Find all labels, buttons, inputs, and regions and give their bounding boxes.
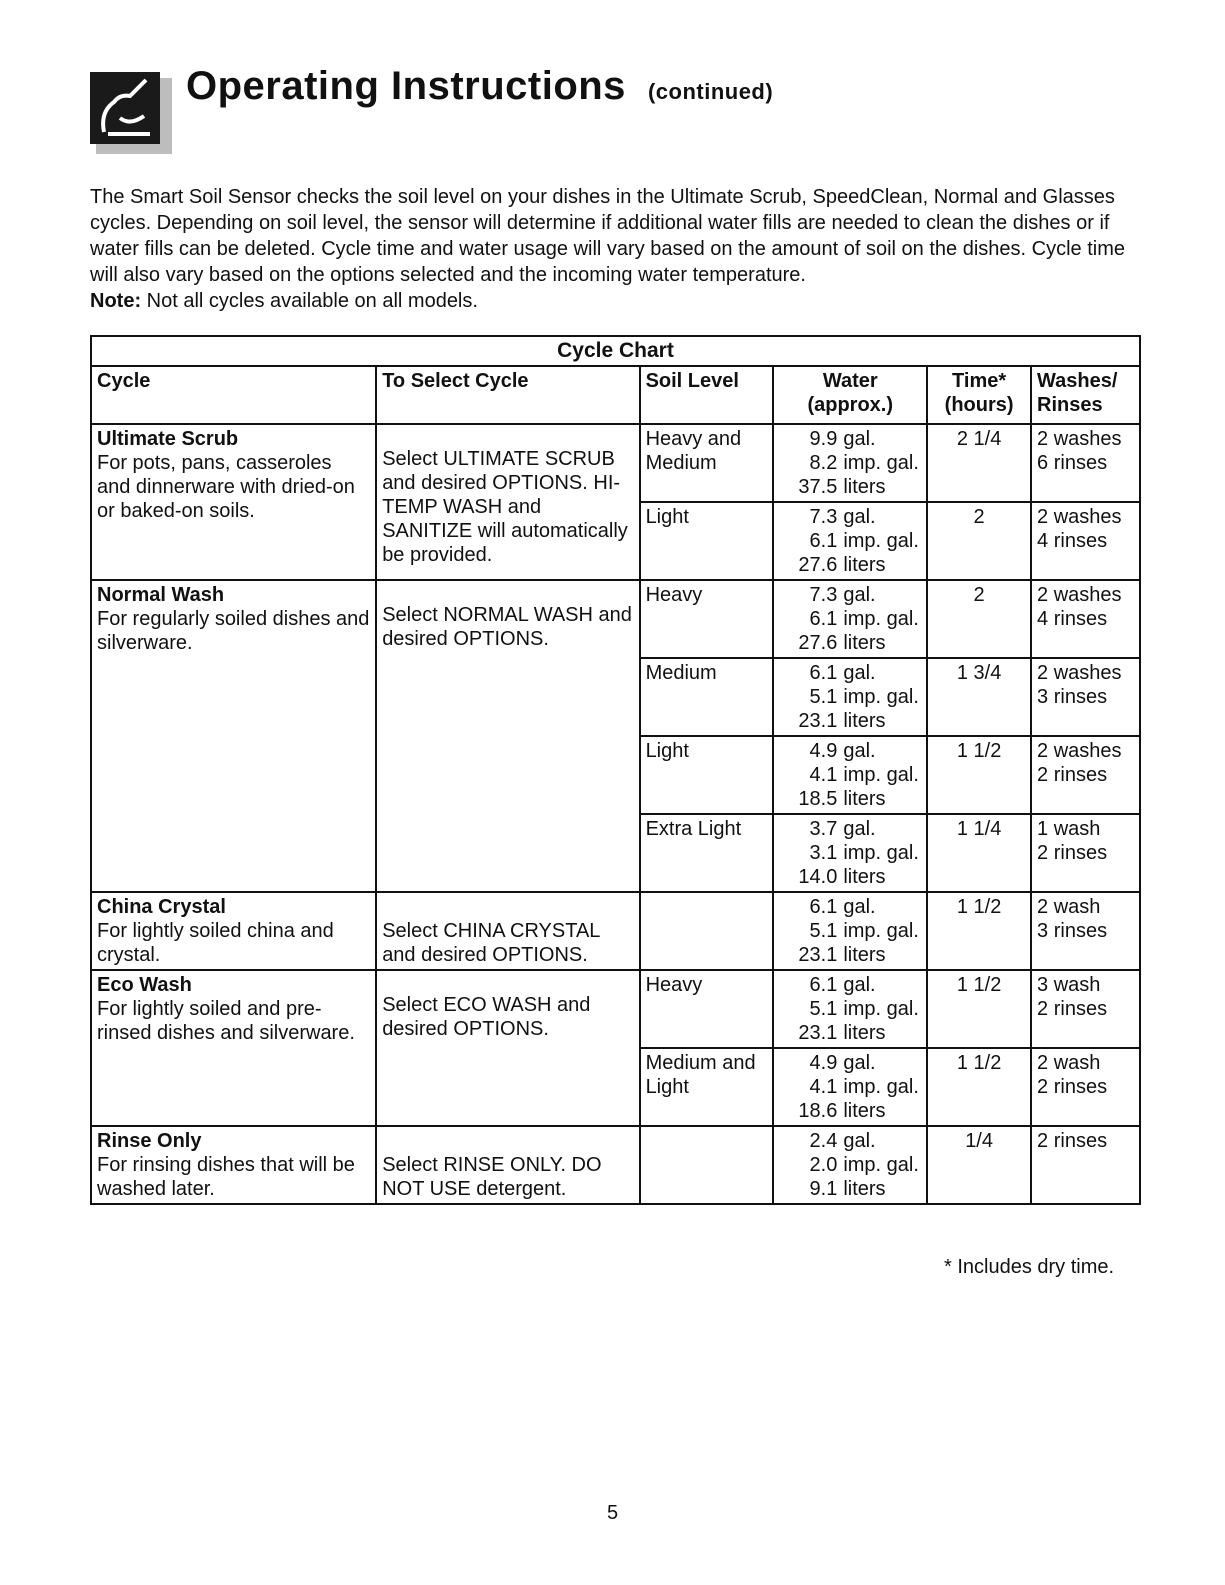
- water-liters-unit: liters: [843, 632, 886, 654]
- water-liters-line: [779, 709, 921, 733]
- chart-body: [91, 424, 1140, 1204]
- rinses-count: 4 rinses: [1037, 608, 1108, 630]
- water-liters-unit: liters: [843, 788, 886, 810]
- water-imp-value: 5.1: [809, 998, 838, 1020]
- water-gal-value: 7.3: [809, 506, 838, 528]
- cycle-name: China Crystal: [97, 896, 226, 918]
- water-imp-unit: imp. gal.: [843, 452, 919, 474]
- cycle-cell: [91, 970, 376, 1126]
- water-gal-line: [779, 505, 921, 529]
- water-cell: [773, 814, 927, 892]
- washes-rinses-cell: [1031, 580, 1140, 658]
- water-gal-value: 7.3: [809, 584, 838, 606]
- water-imp-line: [779, 685, 921, 709]
- water-cell: [773, 424, 927, 502]
- water-liters-line: [779, 475, 921, 499]
- water-cell: [773, 1048, 927, 1126]
- water-gal-value: 2.4: [809, 1130, 838, 1152]
- chart-title: Cycle Chart: [91, 336, 1140, 366]
- water-imp-line: [779, 451, 921, 475]
- water-gal-value: 4.9: [809, 740, 838, 762]
- water-gal-line: [779, 817, 921, 841]
- cycle-description: For pots, pans, casseroles and dinnerware with dried-on or baked-on soils.: [97, 452, 355, 522]
- water-gal-line: [779, 973, 921, 997]
- cycle-cell: [91, 892, 376, 970]
- rinses-count: 6 rinses: [1037, 452, 1108, 474]
- water-imp-line: [779, 607, 921, 631]
- soil-level-cell: Light: [640, 736, 774, 814]
- cycle-description: For lightly soiled china and crystal.: [97, 920, 334, 966]
- select-instructions: Select ULTIMATE SCRUB and desired OPTIONS. HI-TEMP WASH and SANITIZE will automatically be provided.: [382, 448, 628, 566]
- water-liters-line: [779, 865, 921, 889]
- washes-rinses-cell: [1031, 970, 1140, 1048]
- page-title: [186, 64, 773, 109]
- water-imp-value: 3.1: [809, 842, 838, 864]
- water-gal-value: 4.9: [809, 1052, 838, 1074]
- table-row: [91, 580, 1140, 658]
- washes-count: 2 washes: [1037, 662, 1122, 684]
- water-gal-line: [779, 895, 921, 919]
- note-label: Note:: [90, 290, 142, 312]
- water-gal-line: [779, 739, 921, 763]
- cycle-description: For lightly soiled and pre-rinsed dishes and silverware.: [97, 998, 355, 1044]
- water-imp-value: 4.1: [809, 764, 838, 786]
- select-cycle-cell: [376, 970, 639, 1126]
- washes-rinses-cell: [1031, 814, 1140, 892]
- time-cell: 1/4: [927, 1126, 1031, 1204]
- water-imp-unit: imp. gal.: [843, 842, 919, 864]
- water-liters-value: 23.1: [798, 944, 838, 966]
- washes-rinses-cell: [1031, 736, 1140, 814]
- water-imp-value: 5.1: [809, 686, 838, 708]
- water-imp-value: 6.1: [809, 530, 838, 552]
- water-imp-unit: imp. gal.: [843, 530, 919, 552]
- cycle-name: Ultimate Scrub: [97, 428, 239, 450]
- cycle-description: For regularly soiled dishes and silverware.: [97, 608, 370, 654]
- soil-level-cell: [640, 1126, 774, 1204]
- cycle-name: Normal Wash: [97, 584, 225, 606]
- water-gal-line: [779, 1051, 921, 1075]
- water-imp-value: 8.2: [809, 452, 838, 474]
- water-cell: [773, 1126, 927, 1204]
- water-liters-value: 23.1: [798, 1022, 838, 1044]
- water-liters-value: 27.6: [798, 554, 838, 576]
- water-imp-line: [779, 763, 921, 787]
- time-cell: 1 1/2: [927, 1048, 1031, 1126]
- header-time: Time* (hours): [927, 366, 1031, 424]
- time-cell: 1 3/4: [927, 658, 1031, 736]
- title-text: Operating Instructions: [186, 64, 626, 108]
- water-liters-line: [779, 1021, 921, 1045]
- water-gal-value: 3.7: [809, 818, 838, 840]
- cycle-cell: [91, 424, 376, 580]
- time-cell: 2: [927, 502, 1031, 580]
- soil-level-cell: [640, 892, 774, 970]
- water-cell: [773, 658, 927, 736]
- soil-level-cell: Heavy: [640, 970, 774, 1048]
- time-cell: 1 1/4: [927, 814, 1031, 892]
- soil-level-cell: Medium and Light: [640, 1048, 774, 1126]
- time-cell: 1 1/2: [927, 970, 1031, 1048]
- water-imp-value: 2.0: [809, 1154, 838, 1176]
- water-imp-unit: imp. gal.: [843, 764, 919, 786]
- soil-level-cell: Extra Light: [640, 814, 774, 892]
- washes-rinses-cell: [1031, 892, 1140, 970]
- water-liters-line: [779, 1177, 921, 1201]
- water-liters-unit: liters: [843, 866, 886, 888]
- washes-count: 1 wash: [1037, 818, 1101, 840]
- water-gal-line: [779, 661, 921, 685]
- select-cycle-cell: [376, 580, 639, 892]
- water-liters-value: 18.6: [798, 1100, 838, 1122]
- water-liters-unit: liters: [843, 1178, 886, 1200]
- water-liters-line: [779, 631, 921, 655]
- water-liters-unit: liters: [843, 1022, 886, 1044]
- washes-rinses-cell: [1031, 1126, 1140, 1204]
- select-cycle-cell: [376, 424, 639, 580]
- table-row: [91, 1126, 1140, 1204]
- water-liters-value: 14.0: [798, 866, 838, 888]
- select-cycle-cell: [376, 1126, 639, 1204]
- water-imp-value: 5.1: [809, 920, 838, 942]
- water-imp-unit: imp. gal.: [843, 1076, 919, 1098]
- time-cell: 2 1/4: [927, 424, 1031, 502]
- rinses-count: 2 rinses: [1037, 998, 1108, 1020]
- water-liters-value: 9.1: [809, 1178, 838, 1200]
- water-gal-unit: gal.: [843, 428, 876, 450]
- water-gal-line: [779, 427, 921, 451]
- water-gal-value: 9.9: [809, 428, 838, 450]
- water-cell: [773, 502, 927, 580]
- water-gal-unit: gal.: [843, 974, 876, 996]
- page-number: 5: [606, 1502, 619, 1524]
- select-instructions: Select CHINA CRYSTAL and desired OPTIONS.: [382, 920, 600, 966]
- water-cell: [773, 892, 927, 970]
- cycle-cell: [91, 1126, 376, 1204]
- cycle-name: Rinse Only: [97, 1130, 202, 1152]
- washes-count: 2 washes: [1037, 506, 1122, 528]
- washes-count: 2 wash: [1037, 896, 1101, 918]
- water-imp-line: [779, 919, 921, 943]
- water-imp-unit: imp. gal.: [843, 998, 919, 1020]
- water-liters-unit: liters: [843, 1100, 886, 1122]
- water-gal-unit: gal.: [843, 896, 876, 918]
- cycle-description: For rinsing dishes that will be washed later.: [97, 1154, 355, 1200]
- water-imp-unit: imp. gal.: [843, 920, 919, 942]
- water-gal-line: [779, 1129, 921, 1153]
- cycle-name: Eco Wash: [97, 974, 192, 996]
- rinses-count: 2 rinses: [1037, 1076, 1108, 1098]
- title-subtitle: (continued): [647, 79, 774, 104]
- water-cell: [773, 580, 927, 658]
- rinses-count: 3 rinses: [1037, 920, 1108, 942]
- water-liters-line: [779, 787, 921, 811]
- washes-count: 2 washes: [1037, 428, 1122, 450]
- time-cell: 2: [927, 580, 1031, 658]
- header-cycle: Cycle: [91, 366, 376, 424]
- rinses-count: 4 rinses: [1037, 530, 1108, 552]
- water-imp-value: 4.1: [809, 1076, 838, 1098]
- note-text: Not all cycles available on all models.: [141, 290, 478, 312]
- soil-level-cell: Heavy and Medium: [640, 424, 774, 502]
- washes-rinses-cell: [1031, 1048, 1140, 1126]
- select-cycle-cell: [376, 892, 639, 970]
- water-gal-value: 6.1: [809, 896, 838, 918]
- header-soil: Soil Level: [640, 366, 774, 424]
- water-liters-unit: liters: [843, 944, 886, 966]
- cycle-cell: [91, 580, 376, 892]
- washes-rinses-cell: [1031, 658, 1140, 736]
- cycle-chart-table: [90, 335, 1141, 1205]
- washes-rinses-cell: [1031, 424, 1140, 502]
- washes-count: 2 washes: [1037, 584, 1122, 606]
- soil-level-cell: Heavy: [640, 580, 774, 658]
- water-liters-line: [779, 553, 921, 577]
- water-liters-unit: liters: [843, 476, 886, 498]
- select-instructions: Select RINSE ONLY. DO NOT USE detergent.: [382, 1154, 602, 1200]
- water-liters-value: 27.6: [798, 632, 838, 654]
- water-liters-unit: liters: [843, 710, 886, 732]
- water-gal-unit: gal.: [843, 1130, 876, 1152]
- water-imp-unit: imp. gal.: [843, 686, 919, 708]
- water-liters-value: 18.5: [798, 788, 838, 810]
- water-liters-value: 37.5: [798, 476, 838, 498]
- water-gal-unit: gal.: [843, 506, 876, 528]
- water-liters-unit: liters: [843, 554, 886, 576]
- rinses-count: 2 rinses: [1037, 842, 1108, 864]
- rinses-count: 2 rinses: [1037, 1130, 1108, 1152]
- soil-level-cell: Light: [640, 502, 774, 580]
- header-washes: Washes/ Rinses: [1031, 366, 1140, 424]
- soil-level-cell: Medium: [640, 658, 774, 736]
- rinses-count: 3 rinses: [1037, 686, 1108, 708]
- water-gal-line: [779, 583, 921, 607]
- washes-count: 2 wash: [1037, 1052, 1101, 1074]
- table-row: [91, 970, 1140, 1048]
- select-instructions: Select ECO WASH and desired OPTIONS.: [382, 994, 591, 1040]
- intro-text: The Smart Soil Sensor checks the soil level on your dishes in the Ultimate Scrub, SpeedClean, Normal and Glasses cycles. Depending on soil level, the sensor will determine if additional water fills are needed to clean the dishes or if water fills can be deleted. Cycle time and water usage will vary based on the amount of soil on the dishes. Cycle time will also vary based on the options selected and the incoming water temperature.: [90, 186, 1125, 286]
- table-row: [91, 892, 1140, 970]
- water-imp-value: 6.1: [809, 608, 838, 630]
- water-liters-value: 23.1: [798, 710, 838, 732]
- washes-rinses-cell: [1031, 502, 1140, 580]
- rinses-count: 2 rinses: [1037, 764, 1108, 786]
- water-gal-unit: gal.: [843, 818, 876, 840]
- water-cell: [773, 736, 927, 814]
- washes-count: 2 washes: [1037, 740, 1122, 762]
- water-imp-line: [779, 1075, 921, 1099]
- water-imp-line: [779, 841, 921, 865]
- water-gal-unit: gal.: [843, 662, 876, 684]
- footnote: * Includes dry time.: [944, 1256, 1115, 1278]
- washes-count: 3 wash: [1037, 974, 1101, 996]
- water-imp-unit: imp. gal.: [843, 1154, 919, 1176]
- table-row: [91, 424, 1140, 502]
- water-imp-line: [779, 1153, 921, 1177]
- water-imp-line: [779, 529, 921, 553]
- time-cell: 1 1/2: [927, 736, 1031, 814]
- select-instructions: Select NORMAL WASH and desired OPTIONS.: [382, 604, 632, 650]
- time-cell: 1 1/2: [927, 892, 1031, 970]
- water-imp-line: [779, 997, 921, 1021]
- hand-cleaning-icon: [90, 72, 172, 154]
- water-liters-line: [779, 1099, 921, 1123]
- water-imp-unit: imp. gal.: [843, 608, 919, 630]
- water-liters-line: [779, 943, 921, 967]
- water-gal-unit: gal.: [843, 740, 876, 762]
- page-header: [90, 62, 1150, 162]
- water-gal-value: 6.1: [809, 662, 838, 684]
- header-water: Water (approx.): [773, 366, 927, 424]
- header-select: To Select Cycle: [376, 366, 639, 424]
- water-cell: [773, 970, 927, 1048]
- water-gal-unit: gal.: [843, 584, 876, 606]
- water-gal-value: 6.1: [809, 974, 838, 996]
- water-gal-unit: gal.: [843, 1052, 876, 1074]
- intro-paragraph: [90, 184, 1150, 314]
